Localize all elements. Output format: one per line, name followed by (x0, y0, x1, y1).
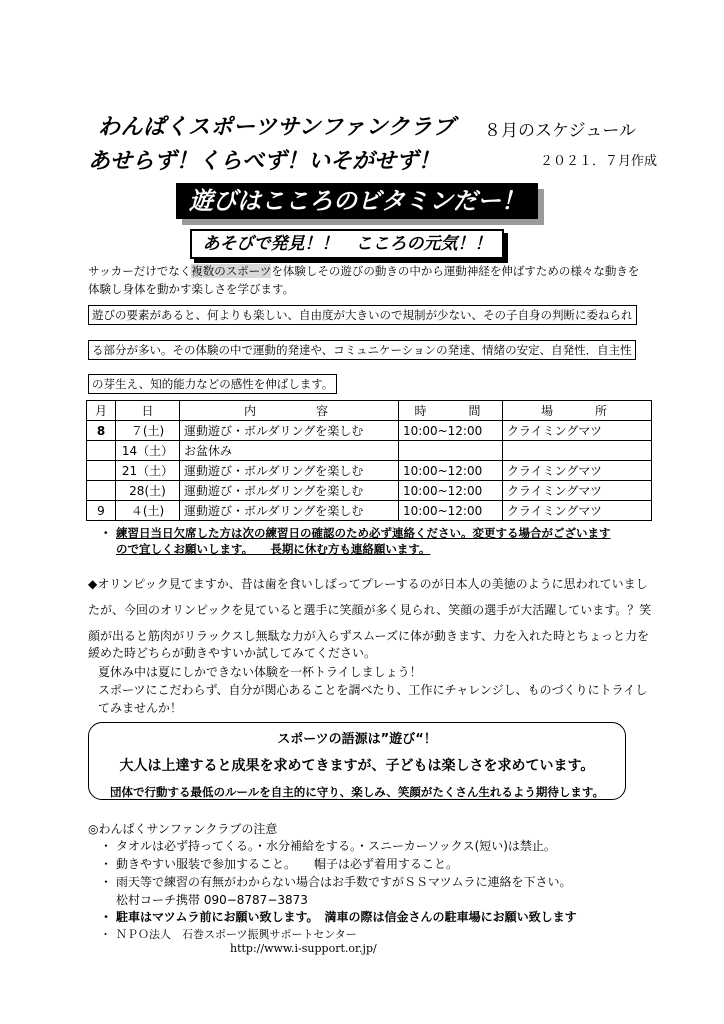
table-row (87, 421, 652, 441)
cell-month (87, 481, 116, 501)
header-day: 日 (116, 401, 180, 421)
intro-text (88, 262, 648, 298)
cell-month: 8 (87, 421, 116, 441)
table-row (87, 441, 652, 461)
table-header-row (87, 401, 652, 421)
cell-day: 21（土） (116, 461, 180, 481)
cell-time: 10:00~12:00 (399, 481, 503, 501)
table-row (87, 461, 652, 481)
cell-content: 運動遊び・ボルダリングを楽しむ (180, 421, 399, 441)
cell-day: 28(土) (116, 481, 180, 501)
olympic-line-2: たが、今回のオリンピックを見ていると選手に笑顔が多く見られ、笑顔の選手が大活躍しています。？笑 (88, 603, 652, 617)
cell-place: クライミングマツ (503, 461, 652, 481)
olympic-line-5: 夏休み中は夏にしかできない体験を一杯トライしましょう！ (98, 665, 422, 679)
cell-month (87, 461, 116, 481)
bullet-icon: ・ (100, 928, 111, 941)
bullet-icon: ・ (100, 910, 113, 924)
boxed-line-3: の芽生え、知的能力などの感性を伸ばします。 (88, 374, 337, 394)
schedule-title: ８月のスケジュール (484, 121, 636, 141)
cell-day: ４(土) (116, 501, 180, 521)
boxed-line-1: 遊びの要素があると、何よりも楽しい、自由度が大きいので規制が少ない、その子自身の判断に委ねられ (88, 305, 637, 325)
cell-day: ７(土) (116, 421, 180, 441)
cell-content: 運動遊び・ボルダリングを楽しむ (180, 501, 399, 521)
absence-notice (100, 525, 656, 557)
cell-content: お盆休み (180, 441, 399, 461)
olympic-line-6: スポーツにこだわらず、自分が関心あることを調べたり、工作にチャレンジし、ものづくりにトライし (98, 683, 648, 697)
cell-place: クライミングマツ (503, 421, 652, 441)
cell-time: 10:00~12:00 (399, 421, 503, 441)
rule-item: ・ 駐車はマツムラ前にお願い致します。 満車の際は信金さんの駐車場にお願い致します (100, 910, 577, 924)
rule-item: ・ ＮＰＯ法人 石巻スポーツ振興サポートセンター (100, 928, 357, 941)
cell-content: 運動遊び・ボルダリングを楽しむ (180, 481, 399, 501)
rule-item: ・ 動きやすい服装で参加すること。 帽子は必ず着用すること。 (100, 857, 459, 871)
header-place: 場 所 (503, 401, 652, 421)
boxed-line-2: る部分が多い。その体験の中で運動的発達や、コミュニケーションの発達、情緒の安定、自発性．自主性 (88, 340, 636, 360)
bullet-icon: ・ (100, 875, 113, 889)
sports-origin-main: 大人は上達すると成果を求めてきますが、子どもは楽しさを求めています。 (119, 758, 595, 774)
sports-origin-sub: 団体で行動する最低のルールを自主的に守り、楽しみ、笑顔がたくさん生れるよう期待します。 (109, 785, 605, 799)
bullet-icon: ・ (100, 839, 113, 853)
bullet-icon: ・ (100, 526, 112, 540)
club-name: わんぱくスポーツサンファンクラブ (98, 115, 456, 140)
schedule-table (86, 400, 652, 521)
sports-origin-title: スポーツの語源は”遊び“！ (277, 732, 437, 747)
olympic-line-3: 顔が出ると筋肉がリラックスし無駄な力が入らずスムーズに体が動きます、力を入れた時とちょっと力を (88, 629, 650, 643)
cell-time (399, 441, 503, 461)
cell-month: 9 (87, 501, 116, 521)
bullet-icon: ・ (100, 857, 113, 871)
created-date: ２０２１．７月作成 (540, 154, 658, 169)
header-month: 月 (87, 401, 116, 421)
rule-item: ・ タオルは必ず持ってくる。・水分補給をする。・スニーカーソックス(短い)は禁止。 (100, 839, 556, 853)
cell-place: クライミングマツ (503, 481, 652, 501)
notice-line-1: 練習日当日欠席した方は次の練習日の確認のため必ず連絡ください。変更する場合がございます (116, 526, 611, 540)
cell-month (87, 441, 116, 461)
intro-post: を体験しその遊びの動きの中から運動神経を伸ばすための様々な動きを体験し身体を動かす楽しさを学びます。 (88, 264, 640, 296)
coach-contact: 松村コーチ携帯 090−8787−3873 (116, 893, 308, 907)
cell-time: 10:00~12:00 (399, 501, 503, 521)
website-url[interactable]: http://www.i-support.or.jp/ (230, 942, 377, 955)
olympic-line-4: 緩めた時どちらが動きやすいか試してみてください。 (88, 646, 377, 660)
table-row (87, 481, 652, 501)
rule-item: ・ 雨天等で練習の有無がわからない場合はお手数ですがＳＳマツムラに連絡を下さい。 (100, 875, 572, 889)
table-row (87, 501, 652, 521)
header-content: 内 容 (180, 401, 399, 421)
cell-time: 10:00~12:00 (399, 461, 503, 481)
cell-place (503, 441, 652, 461)
cell-content: 運動遊び・ボルダリングを楽しむ (180, 461, 399, 481)
header-time: 時 間 (399, 401, 503, 421)
olympic-line-7: てみませんか！ (98, 701, 183, 715)
olympic-line-1: ◆オリンピック見てますか、昔は歯を食いしばってプレーするのが日本人の美徳のように思われていまし (88, 577, 648, 591)
intro-highlight: 複数のスポーツ (191, 264, 272, 278)
subtitle-box: あそびで発見！！ こころの元気！！ (190, 229, 504, 259)
cell-place: クライミングマツ (503, 501, 652, 521)
main-banner: 遊びはこころのビタミンだー！ (176, 183, 538, 219)
motto: あせらず！くらべず！いそがせず！ (88, 149, 441, 174)
rules-title: ◎わんぱくサンファンクラブの注意 (88, 822, 278, 836)
notice-line-2: ので宜しくお願いします。 長期に休む方も連絡願います。 (116, 542, 431, 556)
intro-pre: サッカーだけでなく (88, 264, 192, 278)
cell-day: 14（土） (116, 441, 180, 461)
